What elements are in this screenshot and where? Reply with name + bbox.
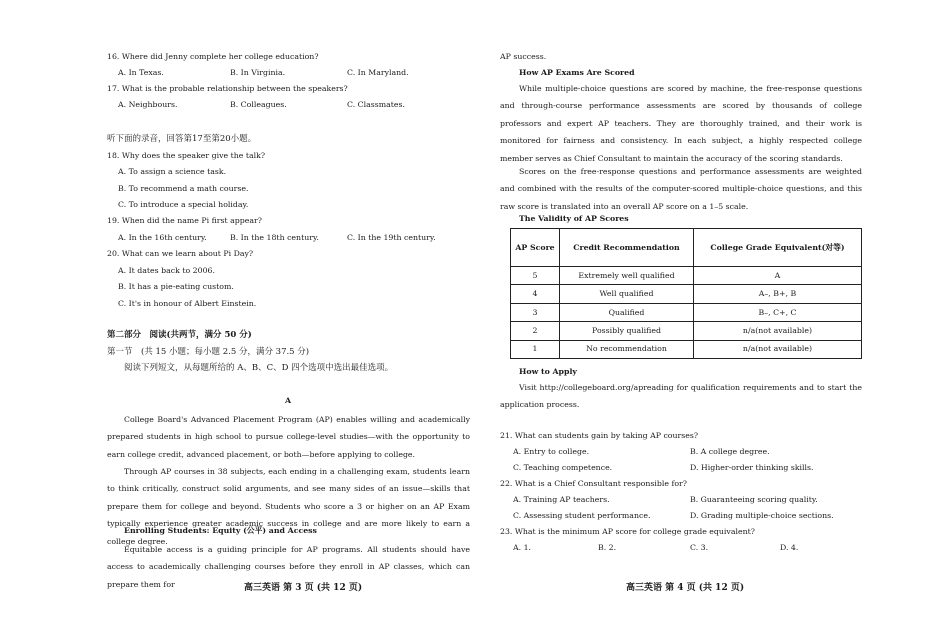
paragraph-2: Through AP courses in 38 subjects, each ending in a challenging exam, students learn to think critically, construct solid arguments, and see many sides of an issue—skills that prepare them for college and beyond. Students who score a 3 or higher on an AP Exam typically experience greater academic success in college and are more likely to earn a college degree.	[107, 467, 470, 546]
passage-label: A	[285, 396, 292, 405]
table-cell: 3	[511, 303, 560, 321]
q22-option-c: C. Assessing student performance.	[513, 511, 651, 520]
heading-enrolling: Enrolling Students: Equity (公平) and Access	[124, 526, 317, 535]
q21-option-a: A. Entry to college.	[513, 447, 590, 456]
q16-option-b: B. In Virginia.	[230, 68, 286, 77]
q22-option-a: A. Training AP teachers.	[513, 495, 610, 504]
q19-stem: 19. When did the name Pi first appear?	[107, 216, 262, 225]
table-cell: A–, B+, B	[694, 285, 862, 303]
q20-option-b: B. It has a pie-eating custom.	[118, 282, 234, 291]
paragraph-5: Scores on the free-response questions and performance assessments are weighted and combined with the results of the computer-scored multiple-choice questions, and this raw score is translated into an overall AP score on a 1–5 scale.	[500, 167, 862, 211]
q19-option-b: B. In the 18th century.	[230, 233, 319, 242]
q20-stem: 20. What can we learn about Pi Day?	[107, 249, 254, 258]
q21-option-b: B. A college degree.	[690, 447, 770, 456]
table-cell: n/a(not available)	[694, 322, 862, 340]
q18-option-c: C. To introduce a special holiday.	[118, 200, 249, 209]
table-header-row	[511, 229, 862, 267]
paragraph-4: While multiple-choice questions are scored by machine, the free-response questions and through-course performance assessments are scored by thousands of college professors and expert AP teachers. They are thoroughly trained, and their work is monitored for fairness and consistency. In each subject, a highly respected college member serves as Chief Consultant to maintain the accuracy of the scoring standards.	[500, 84, 862, 163]
part2-title: 第二部分 阅读(共两节，满分 50 分)	[107, 330, 252, 340]
table-row	[511, 303, 862, 321]
section1-instruction: 阅读下列短文，从每题所给的 A、B、C、D 四个选项中选出最佳选项。	[124, 363, 394, 373]
paragraph-1: College Board's Advanced Placement Program (AP) enables willing and academically prepared students in high school to pursue college-level studies—with the opportunity to earn college credit, advanced placement, or both—before applying to college.	[107, 415, 470, 459]
heading-how-scored: How AP Exams Are Scored	[519, 68, 635, 77]
q23-option-d: D. 4.	[780, 543, 799, 552]
table-header-cell: AP Score	[511, 229, 560, 267]
q16-option-c: C. In Maryland.	[347, 68, 409, 77]
q21-option-d: D. Higher-order thinking skills.	[690, 463, 814, 472]
paragraph-3: Equitable access is a guiding principle for AP programs. All students should have access to academically challenging courses before they enroll in AP classes, which can prepare them for	[107, 545, 470, 589]
q19-option-a: A. In the 16th century.	[118, 233, 207, 242]
table-cell: No recommendation	[560, 340, 694, 358]
table-header-cell: College Grade Equivalent(对等)	[694, 229, 862, 267]
q17-option-a: A. Neighbours.	[118, 100, 178, 109]
q17-stem: 17. What is the probable relationship between the speakers?	[107, 84, 348, 93]
q16-stem: 16. Where did Jenny complete her college education?	[107, 52, 319, 61]
paragraph-6: Visit http://collegeboard.org/apreading for qualification requirements and to start the application process.	[500, 383, 862, 410]
q22-option-b: B. Guaranteeing scoring quality.	[690, 495, 818, 504]
table-row	[511, 322, 862, 340]
q21-option-c: C. Teaching competence.	[513, 463, 613, 472]
table-cell: 5	[511, 267, 560, 285]
q18-stem: 18. Why does the speaker give the talk?	[107, 151, 266, 160]
q20-option-c: C. It's in honour of Albert Einstein.	[118, 299, 257, 308]
table-cell: 2	[511, 322, 560, 340]
q22-stem: 22. What is a Chief Consultant responsible for?	[500, 479, 687, 488]
section1-title: 第一节 (共 15 小题；每小题 2.5 分，满分 37.5 分)	[107, 347, 310, 357]
table-cell: Extremely well qualified	[560, 267, 694, 285]
table-row	[511, 285, 862, 303]
table-row	[511, 340, 862, 358]
q20-option-a: A. It dates back to 2006.	[118, 266, 215, 275]
q21-stem: 21. What can students gain by taking AP courses?	[500, 431, 699, 440]
q23-option-c: C. 3.	[690, 543, 709, 552]
paragraph-3-end: AP success.	[500, 52, 547, 61]
q23-option-a: A. 1.	[513, 543, 532, 552]
table-cell: Qualified	[560, 303, 694, 321]
table-cell: Well qualified	[560, 285, 694, 303]
q23-option-b: B. 2.	[598, 543, 617, 552]
q18-option-a: A. To assign a science task.	[118, 167, 227, 176]
table-cell: n/a(not available)	[694, 340, 862, 358]
q22-option-d: D. Grading multiple-choice sections.	[690, 511, 834, 520]
ap-scores-table	[510, 228, 862, 359]
page-footer-3: 高三英语 第 3 页 (共 12 页)	[244, 583, 363, 593]
heading-how-to-apply: How to Apply	[519, 367, 577, 376]
table-cell: B–, C+, C	[694, 303, 862, 321]
q17-option-b: B. Colleagues.	[230, 100, 287, 109]
q17-option-c: C. Classmates.	[347, 100, 406, 109]
table-row	[511, 267, 862, 285]
table-cell: 4	[511, 285, 560, 303]
listening-instruction: 听下面的录音，回答第17至第20小题。	[107, 134, 257, 144]
page-footer-4: 高三英语 第 4 页 (共 12 页)	[626, 583, 745, 593]
table-cell: 1	[511, 340, 560, 358]
table-header-cell: Credit Recommendation	[560, 229, 694, 267]
q19-option-c: C. In the 19th century.	[347, 233, 436, 242]
table-cell: Possibly qualified	[560, 322, 694, 340]
table-cell: A	[694, 267, 862, 285]
q18-option-b: B. To recommend a math course.	[118, 184, 249, 193]
q16-option-a: A. In Texas.	[118, 68, 164, 77]
q23-stem: 23. What is the minimum AP score for college grade equivalent?	[500, 527, 755, 536]
table-title: The Validity of AP Scores	[519, 214, 629, 223]
